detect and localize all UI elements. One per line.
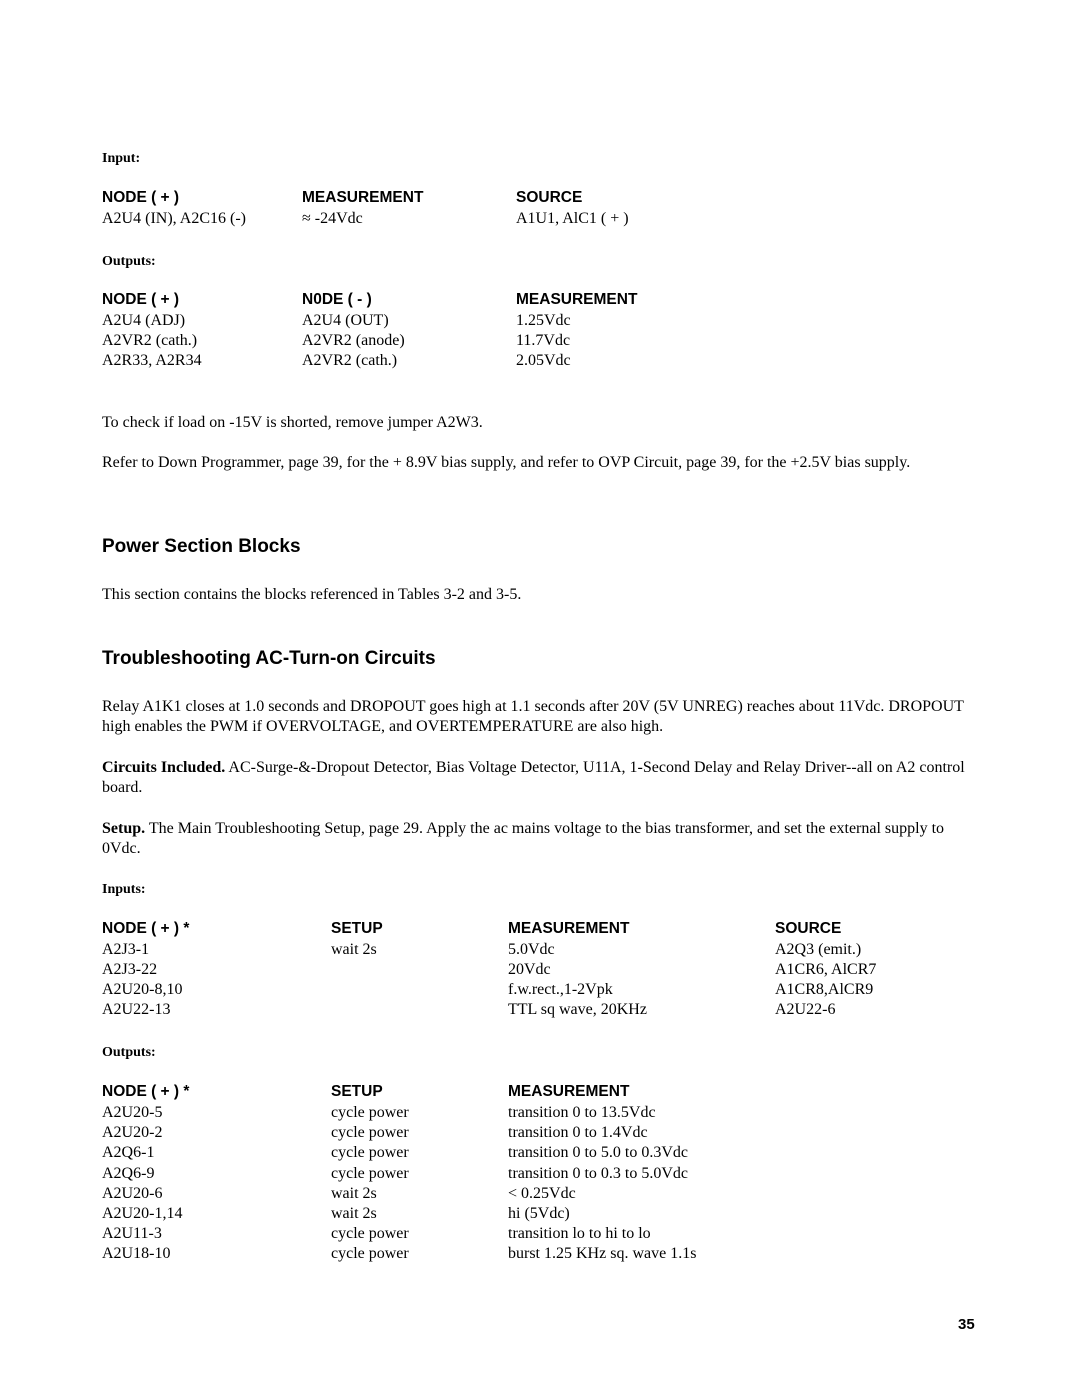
input-table-header	[102, 188, 982, 208]
cell-measurement: f.w.rect.,1-2Vpk	[508, 981, 613, 998]
cell-node: A2U18-10	[102, 1245, 171, 1262]
cell-setup: cycle power	[331, 1124, 409, 1141]
cell-source: A1CR6, AlCR7	[775, 961, 877, 978]
cell-setup: cycle power	[331, 1104, 409, 1121]
cell-measurement: TTL sq wave, 20KHz	[508, 1001, 647, 1018]
cell-measurement: 5.0Vdc	[508, 941, 555, 958]
table-row	[102, 209, 982, 229]
col-measurement: MEASUREMENT	[508, 920, 630, 937]
cell-measurement: transition 0 to 0.3 to 5.0Vdc	[508, 1165, 688, 1182]
cell-node: A2U11-3	[102, 1225, 162, 1242]
table-row	[102, 311, 982, 331]
cell-source: A2U22-6	[775, 1001, 836, 1018]
paragraph-refer: Refer to Down Programmer, page 39, for the + 8.9V bias supply, and refer to OVP Circuit, page 39, for the +2.5V bias supply.	[102, 454, 911, 471]
col-source: SOURCE	[516, 189, 583, 206]
paragraph-circuits-included	[102, 758, 982, 798]
cell-node-minus: A2U4 (OUT)	[302, 312, 389, 329]
cell-node: A2U20-5	[102, 1104, 163, 1121]
cell-measurement: < 0.25Vdc	[508, 1185, 576, 1202]
cell-node: A2J3-22	[102, 961, 158, 978]
cell-node: A2U20-2	[102, 1124, 163, 1141]
outputs-table-header	[102, 290, 982, 310]
table-row	[102, 1204, 982, 1224]
cell-measurement: hi (5Vdc)	[508, 1205, 570, 1222]
col-node-plus: NODE ( + ) *	[102, 920, 190, 937]
table-row	[102, 1143, 982, 1163]
cell-setup: wait 2s	[331, 1205, 377, 1222]
cell-measurement: 11.7Vdc	[516, 332, 571, 349]
col-node-plus: NODE ( + )	[102, 189, 180, 206]
inputs-table-header	[102, 919, 982, 939]
setup-lead: Setup.	[102, 820, 146, 837]
table-row	[102, 960, 982, 980]
cell-node-minus: A2VR2 (cath.)	[302, 352, 398, 369]
cell-node: A2U22-13	[102, 1001, 171, 1018]
col-source: SOURCE	[775, 920, 842, 937]
table-row	[102, 1244, 982, 1264]
cell-measurement: 2.05Vdc	[516, 352, 571, 369]
cell-measurement: 20Vdc	[508, 961, 551, 978]
col-node-plus: NODE ( + ) *	[102, 1083, 190, 1100]
col-setup: SETUP	[331, 1083, 383, 1100]
cell-setup: wait 2s	[331, 1185, 377, 1202]
cell-measurement: ≈ -24Vdc	[302, 210, 363, 227]
cell-source: A2Q3 (emit.)	[775, 941, 862, 958]
table-row	[102, 980, 982, 1000]
table-row	[102, 1123, 982, 1143]
input-label: Input:	[102, 151, 141, 166]
paragraph-relay: Relay A1K1 closes at 1.0 seconds and DROPOUT goes high at 1.1 seconds after 20V (5V UNREG) reaches about 11Vdc. DROPOUT high enables the PWM if OVERVOLTAGE, and OVERTEMPERATURE are also high.	[102, 698, 964, 735]
table-row	[102, 1103, 982, 1123]
cell-node: A2J3-1	[102, 941, 150, 958]
cell-node-plus: A2VR2 (cath.)	[102, 332, 198, 349]
cell-node: A2Q6-1	[102, 1144, 155, 1161]
cell-source: A1CR8,AlCR9	[775, 981, 874, 998]
cell-node: A2Q6-9	[102, 1165, 155, 1182]
col-setup: SETUP	[331, 920, 383, 937]
cell-setup: cycle power	[331, 1165, 409, 1182]
setup-text: The Main Troubleshooting Setup, page 29. Apply the ac mains voltage to the bias transformer, and set the external supply to 0Vdc.	[102, 820, 945, 857]
col-measurement: MEASUREMENT	[516, 291, 638, 308]
cell-setup: cycle power	[331, 1144, 409, 1161]
paragraph-jumper: To check if load on -15V is shorted, remove jumper A2W3.	[102, 414, 483, 431]
paragraph-power-section: This section contains the blocks referenced in Tables 3-2 and 3-5.	[102, 586, 522, 603]
cell-node-minus: A2VR2 (anode)	[302, 332, 405, 349]
col-node-plus: NODE ( + )	[102, 291, 180, 308]
table-row	[102, 331, 982, 351]
col-node-minus: N0DE ( - )	[302, 291, 372, 308]
inputs-label: Inputs:	[102, 882, 146, 897]
cell-node: A2U20-8,10	[102, 981, 183, 998]
circuits-text: AC-Surge-&-Dropout Detector, Bias Voltage Detector, U11A, 1-Second Delay and Relay Driver--all on A2 control board.	[102, 759, 965, 796]
cell-measurement: transition 0 to 1.4Vdc	[508, 1124, 648, 1141]
cell-node-plus: A2U4 (ADJ)	[102, 312, 186, 329]
cell-node-plus: A2R33, A2R34	[102, 352, 202, 369]
heading-power-section: Power Section Blocks	[102, 536, 301, 557]
heading-ac-turn-on: Troubleshooting AC-Turn-on Circuits	[102, 648, 436, 669]
outputs2-label: Outputs:	[102, 1045, 156, 1060]
table-row	[102, 1000, 982, 1020]
cell-node: A2U20-6	[102, 1185, 163, 1202]
table-row	[102, 351, 982, 371]
paragraph-setup	[102, 819, 982, 859]
cell-measurement: transition 0 to 13.5Vdc	[508, 1104, 656, 1121]
cell-source: A1U1, AlC1 ( + )	[516, 210, 629, 227]
circuits-lead: Circuits Included.	[102, 759, 226, 776]
cell-measurement: burst 1.25 KHz sq. wave 1.1s	[508, 1245, 697, 1262]
cell-node: A2U4 (IN), A2C16 (-)	[102, 210, 246, 227]
cell-setup: cycle power	[331, 1225, 409, 1242]
cell-measurement: transition 0 to 5.0 to 0.3Vdc	[508, 1144, 688, 1161]
cell-node: A2U20-1,14	[102, 1205, 183, 1222]
outputs-label: Outputs:	[102, 254, 156, 269]
cell-setup: cycle power	[331, 1245, 409, 1262]
table-row	[102, 1184, 982, 1204]
cell-measurement: 1.25Vdc	[516, 312, 571, 329]
page-number: 35	[958, 1316, 975, 1333]
cell-setup: wait 2s	[331, 941, 377, 958]
table-row	[102, 1224, 982, 1244]
col-measurement: MEASUREMENT	[508, 1083, 630, 1100]
table-row	[102, 940, 982, 960]
col-measurement: MEASUREMENT	[302, 189, 424, 206]
outputs2-table-header	[102, 1082, 982, 1102]
cell-measurement: transition lo to hi to lo	[508, 1225, 651, 1242]
table-row	[102, 1164, 982, 1184]
